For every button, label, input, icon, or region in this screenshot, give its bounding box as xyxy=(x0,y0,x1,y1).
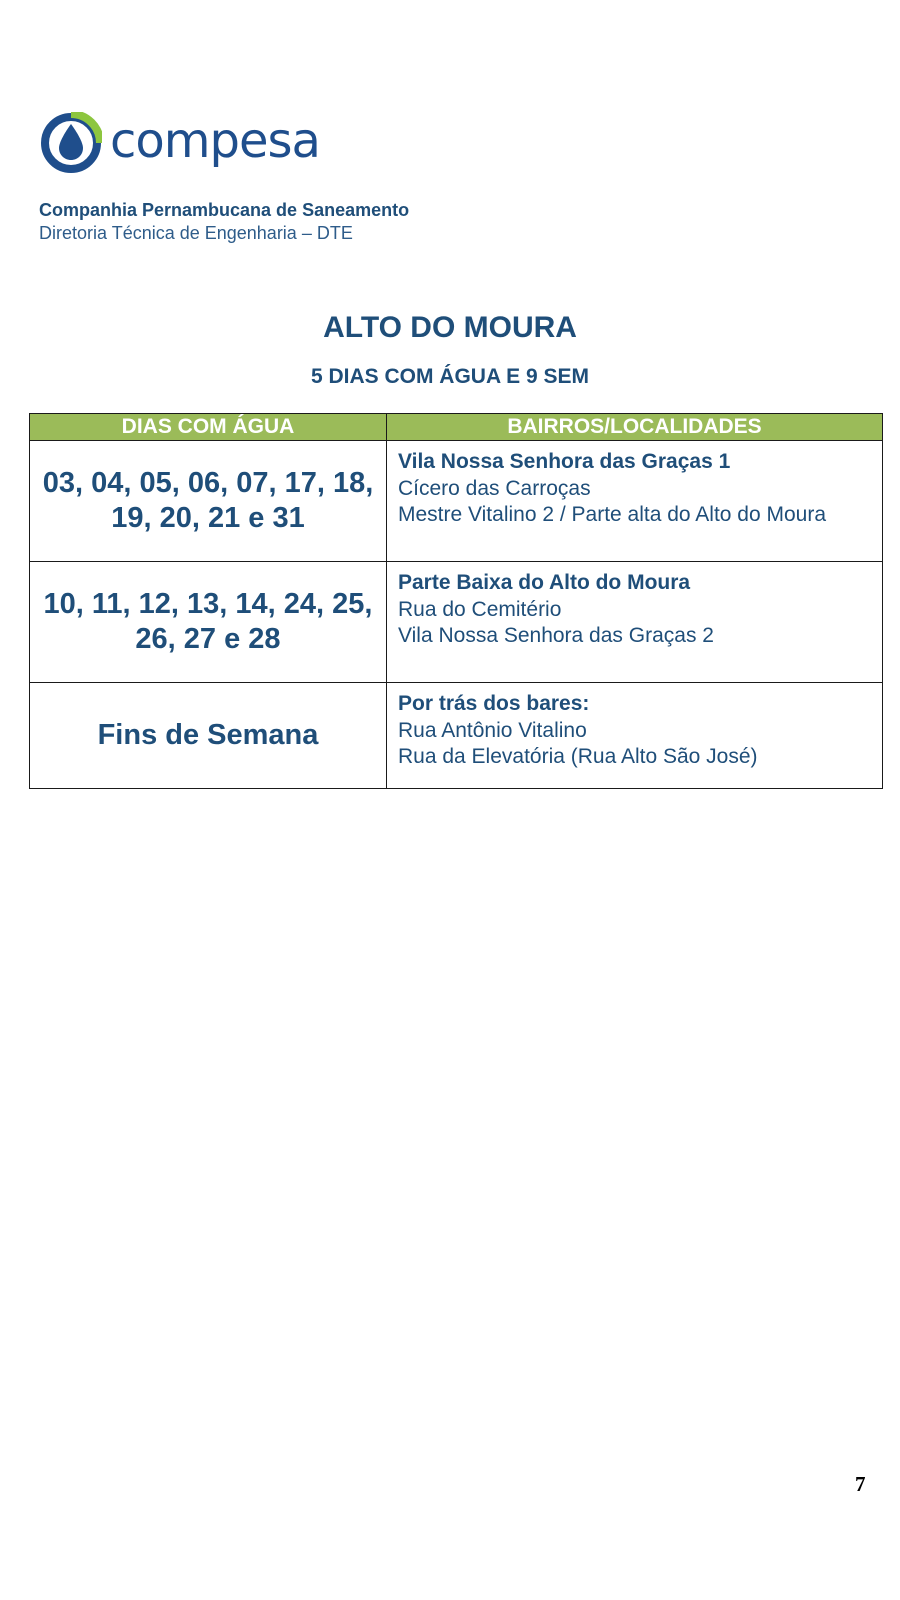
location-item: Cícero das Carroças xyxy=(398,476,591,500)
days-cell: Fins de Semana xyxy=(30,683,387,789)
location-item: Vila Nossa Senhora das Graças 1 xyxy=(398,450,731,473)
page-subtitle: 5 DIAS COM ÁGUA E 9 SEM xyxy=(310,365,590,388)
location-item: Rua da Elevatória (Rua Alto São José) xyxy=(398,745,758,768)
days-cell: 10, 11, 12, 13, 14, 24, 25, 26, 27 e 28 xyxy=(30,562,387,683)
location-item: Por trás dos bares: xyxy=(398,692,590,715)
table-row xyxy=(30,562,883,683)
days-cell: 03, 04, 05, 06, 07, 17, 18, 19, 20, 21 e 31 xyxy=(30,441,387,562)
page-number: 7 xyxy=(855,1472,866,1496)
location-item: Parte Baixa do Alto do Moura xyxy=(398,571,691,594)
column-header-days: DIAS COM ÁGUA xyxy=(30,414,387,441)
page-title: ALTO DO MOURA xyxy=(323,311,577,344)
location-item: Rua do Cemitério xyxy=(398,597,562,621)
location-item: Rua Antônio Vitalino xyxy=(398,718,587,742)
water-schedule-table xyxy=(29,413,883,789)
water-drop-logo-icon xyxy=(40,112,102,174)
table-row xyxy=(30,683,883,789)
company-name: Companhia Pernambucana de Saneamento xyxy=(39,200,410,220)
table-row xyxy=(30,441,883,562)
compesa-logo xyxy=(40,112,320,174)
locations-cell xyxy=(387,562,883,683)
table-header-row xyxy=(30,414,883,441)
column-header-locations: BAIRROS/LOCALIDADES xyxy=(387,414,883,441)
directorate-name: Diretoria Técnica de Engenharia – DTE xyxy=(39,223,353,243)
location-item: Vila Nossa Senhora das Graças 2 xyxy=(398,624,714,647)
locations-cell xyxy=(387,441,883,562)
location-item: Mestre Vitalino 2 / Parte alta do Alto do Moura xyxy=(398,503,827,526)
logo-wordmark: compesa xyxy=(110,113,320,169)
locations-cell xyxy=(387,683,883,789)
